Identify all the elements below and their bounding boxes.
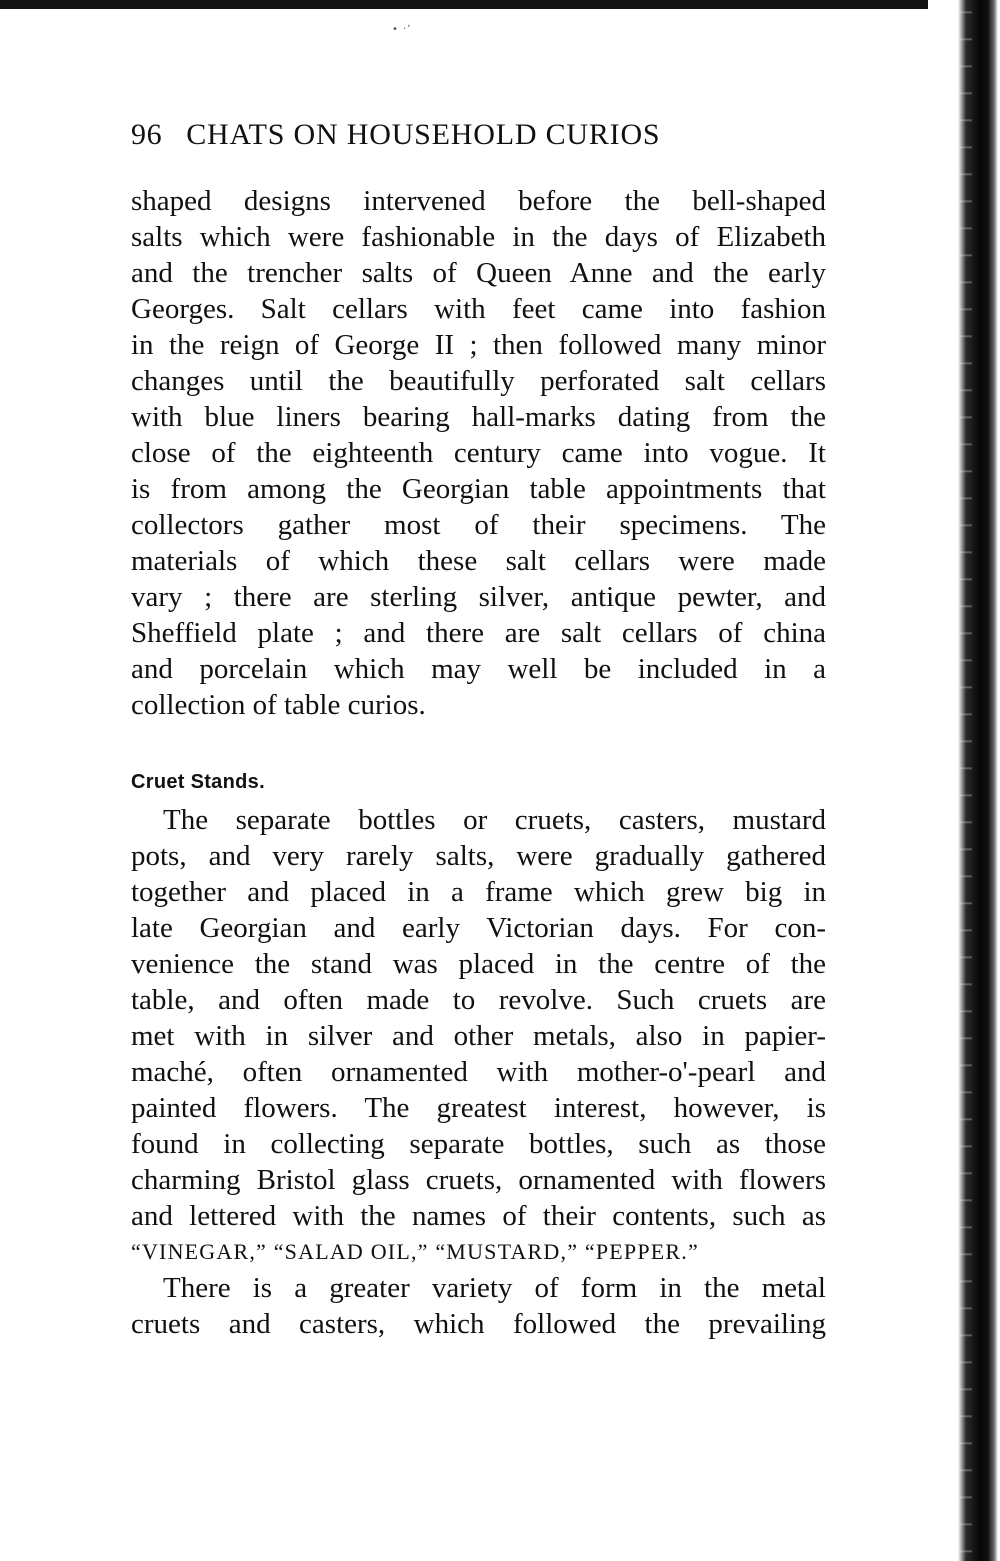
text-line: There is a greater variety of form in the metal — [163, 1272, 826, 1304]
text-line: vary ; there are sterling silver, antique pewter, and — [131, 581, 826, 613]
text-line: The separate bottles or cruets, casters, mustard — [163, 804, 826, 836]
text-line: found in collecting separate bottles, such as those — [131, 1128, 826, 1160]
text-line: met with in silver and other metals, also in papier- — [131, 1020, 826, 1052]
text-line: and porcelain which may well be included in a — [131, 653, 826, 685]
book-binding-edge — [928, 0, 1000, 1561]
text-line: close of the eighteenth century came into vogue. It — [131, 437, 826, 469]
text-line: and lettered with the names of their contents, such as — [131, 1200, 826, 1232]
text-line: salts which were fashionable in the days of Elizabeth — [131, 221, 826, 253]
book-title: CHATS ON HOUSEHOLD CURIOS — [186, 118, 661, 151]
running-header — [131, 118, 831, 152]
text-line: changes until the beautifully perforated salt cellars — [131, 365, 826, 397]
text-line: “VINEGAR,” “SALAD OIL,” “MUSTARD,” “PEPPER.” — [131, 1239, 699, 1264]
text-line: in the reign of George II ; then followed many minor — [131, 329, 826, 361]
text-line: with blue liners bearing hall-marks dating from the — [131, 401, 826, 433]
text-line: Georges. Salt cellars with feet came into fashion — [131, 293, 826, 325]
text-line: venience the stand was placed in the centre of the — [131, 948, 826, 980]
top-edge-rule — [0, 0, 965, 9]
text-line: painted flowers. The greatest interest, however, is — [131, 1092, 826, 1124]
text-line: charming Bristol glass cruets, ornamented with flowers — [131, 1164, 826, 1196]
text-line: materials of which these salt cellars were made — [131, 545, 826, 577]
text-line: collectors gather most of their specimens. The — [131, 509, 826, 541]
text-line: and the trencher salts of Queen Anne and the early — [131, 257, 826, 289]
text-line: is from among the Georgian table appointments that — [131, 473, 826, 505]
text-line: late Georgian and early Victorian days. For con- — [131, 912, 826, 944]
text-line: together and placed in a frame which grew big in — [131, 876, 826, 908]
text-line: maché, often ornamented with mother-o'-pearl and — [131, 1056, 826, 1088]
text-line: pots, and very rarely salts, were gradually gathered — [131, 840, 826, 872]
section-heading: Cruet Stands. — [131, 771, 265, 793]
text-line: collection of table curios. — [131, 689, 426, 721]
text-line: table, and often made to revolve. Such cruets are — [131, 984, 826, 1016]
body-text — [131, 183, 826, 1342]
text-line: shaped designs intervened before the bell-shaped — [131, 185, 826, 217]
scan-speck: • ·ʼ — [392, 24, 412, 35]
page-number: 96 — [131, 118, 163, 151]
text-line: cruets and casters, which followed the prevailing — [131, 1308, 826, 1340]
text-line: Sheffield plate ; and there are salt cellars of china — [131, 617, 826, 649]
